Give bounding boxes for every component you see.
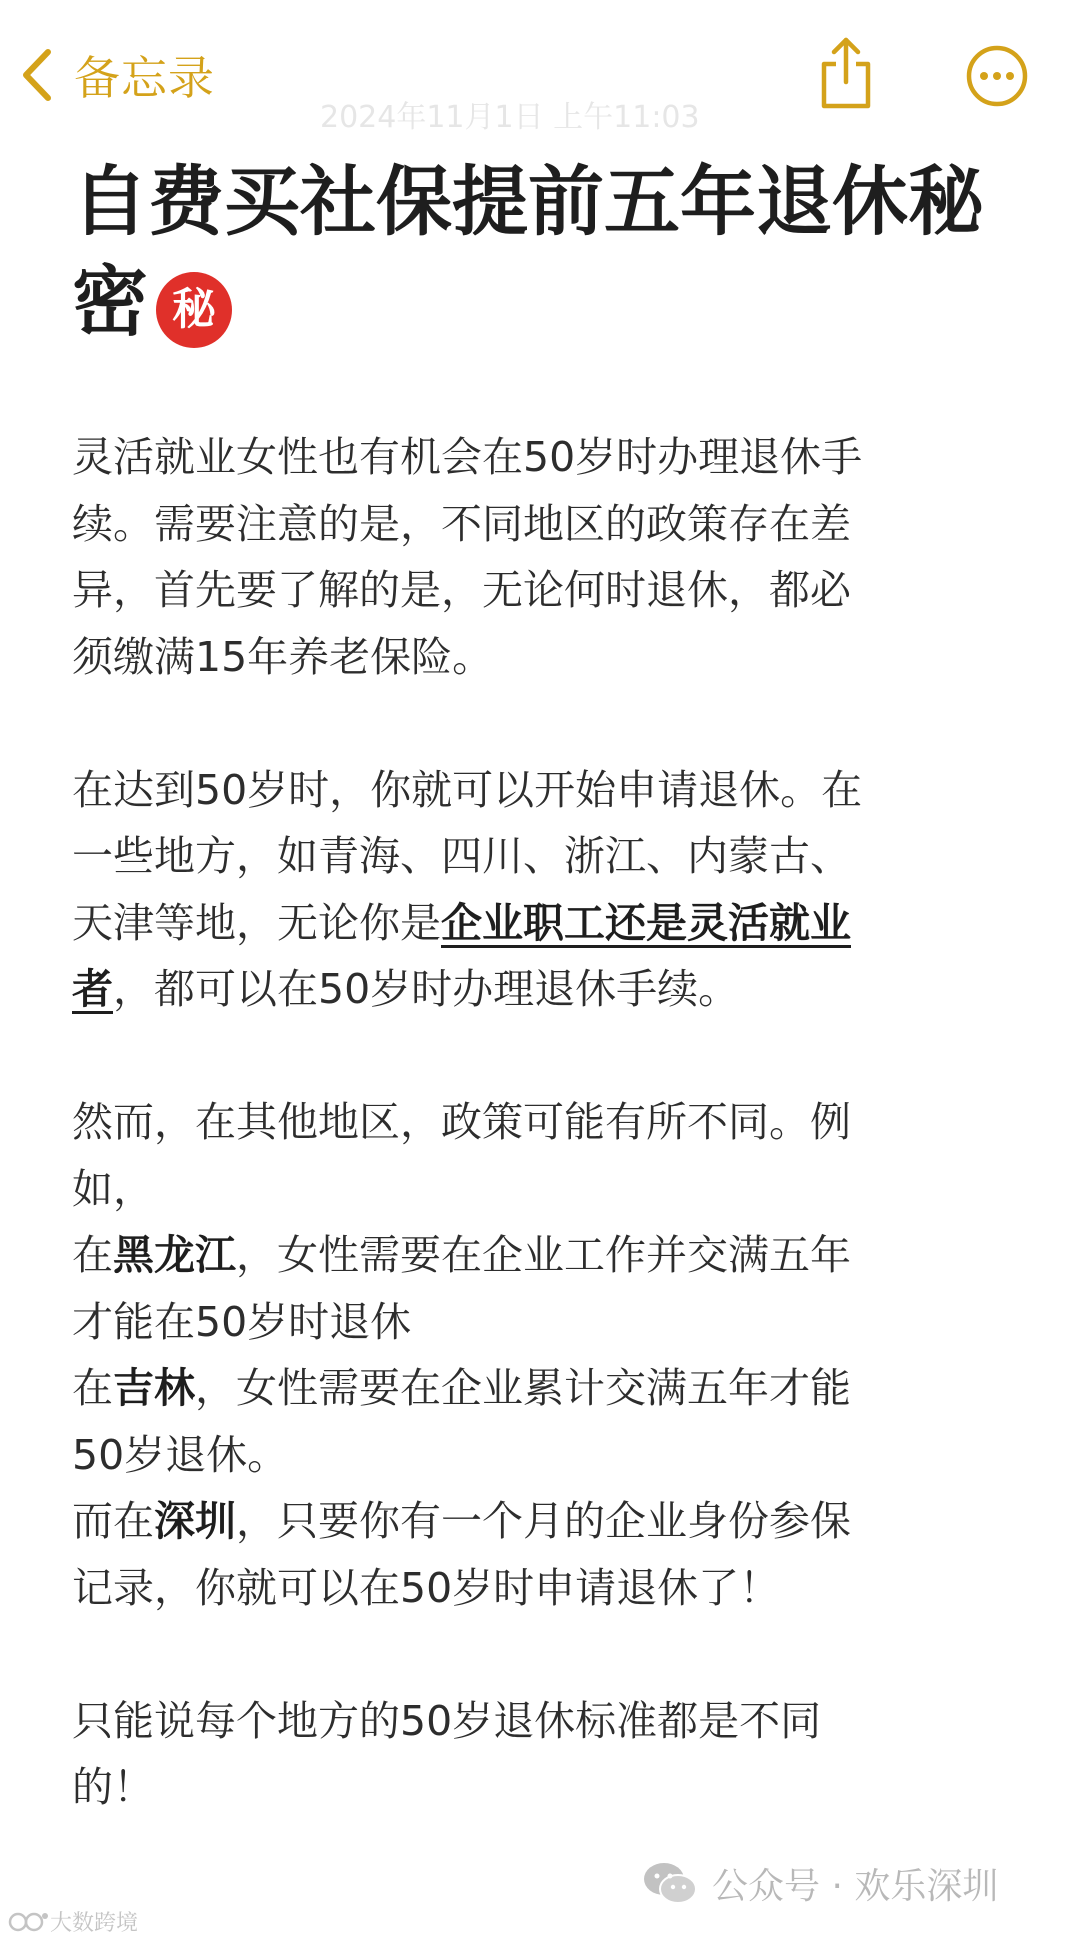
note-title-text: 自费买社保提前五年退休秘密 <box>72 157 984 346</box>
text-segment: 而在 <box>72 1497 154 1545</box>
corner-watermark-text: 大数跨境 <box>50 1911 139 1936</box>
text-line: 然而，在其他地区，政策可能有所不同。例 <box>72 1098 851 1146</box>
text-segment: ，只要你有一个月的企业身份参保 <box>236 1497 851 1545</box>
text-line: 才能在50岁时退休 <box>72 1297 412 1346</box>
wechat-icon <box>642 1861 698 1907</box>
text-line <box>72 890 1012 957</box>
text-line: 在达到50岁时，你就可以开始申请退休。在 <box>72 765 863 814</box>
text-line: 记录，你就可以在50岁时申请退休了！ <box>72 1563 781 1612</box>
note-body[interactable] <box>72 424 1012 1887</box>
navigation-bar <box>0 0 1080 150</box>
brand-logo-icon <box>8 1910 50 1934</box>
text-line: 灵活就业女性也有机会在50岁时办理退休手 <box>72 433 863 481</box>
back-label[interactable]: 备忘录 <box>74 51 215 105</box>
share-button[interactable] <box>818 36 874 110</box>
text-line <box>72 956 1012 1023</box>
text-segment: 在 <box>72 1231 113 1279</box>
text-line <box>72 1488 1012 1555</box>
text-line <box>72 1222 1012 1289</box>
text-line: 的！ <box>72 1763 154 1811</box>
text-segment: ，女性需要在企业累计交满五年才能 <box>195 1364 851 1412</box>
secret-emoji-icon: 秘 <box>156 272 232 348</box>
bold-region-shenzhen: 深圳 <box>154 1497 236 1545</box>
paragraph-3 <box>72 1089 1012 1621</box>
text-line: 一些地方，如青海、四川、浙江、内蒙古、 <box>72 832 851 880</box>
emphasized-text: 者 <box>72 965 113 1013</box>
emphasized-text: 企业职工还是灵活就业 <box>441 898 851 947</box>
more-options-button[interactable] <box>966 45 1028 107</box>
text-segment: 在 <box>72 1364 113 1412</box>
back-button[interactable] <box>22 42 215 108</box>
share-icon <box>818 36 874 110</box>
paragraph-2 <box>72 757 1012 1023</box>
text-segment: ，女性需要在企业工作并交满五年 <box>236 1231 851 1279</box>
corner-watermark <box>8 1906 138 1937</box>
watermark-text: 公众号 · 欢乐深圳 <box>712 1866 999 1907</box>
text-segment: ，都可以在50岁时办理退休手续。 <box>113 965 740 1013</box>
text-line: 50岁退休。 <box>72 1430 289 1479</box>
text-segment: 天津等地，无论你是 <box>72 898 441 947</box>
bold-region-jilin: 吉林 <box>113 1364 195 1412</box>
wechat-watermark <box>642 1858 998 1909</box>
ellipsis-circle-icon <box>966 45 1028 107</box>
paragraph-4 <box>72 1688 1012 1821</box>
note-date: 2024年11月1日 上午11:03 <box>320 100 700 135</box>
text-line: 须缴满15年养老保险。 <box>72 632 494 681</box>
note-title[interactable] <box>72 152 1022 352</box>
text-line: 异，首先要了解的是，无论何时退休，都必 <box>72 566 851 614</box>
text-line: 只能说每个地方的50岁退休标准都是不同 <box>72 1696 822 1745</box>
text-line: 续。需要注意的是，不同地区的政策存在差 <box>72 499 851 548</box>
text-line <box>72 1355 1012 1422</box>
paragraph-1 <box>72 424 1012 690</box>
chevron-left-icon <box>22 48 52 102</box>
text-line: 如， <box>72 1164 154 1213</box>
bold-region-heilongjiang: 黑龙江 <box>113 1231 236 1279</box>
